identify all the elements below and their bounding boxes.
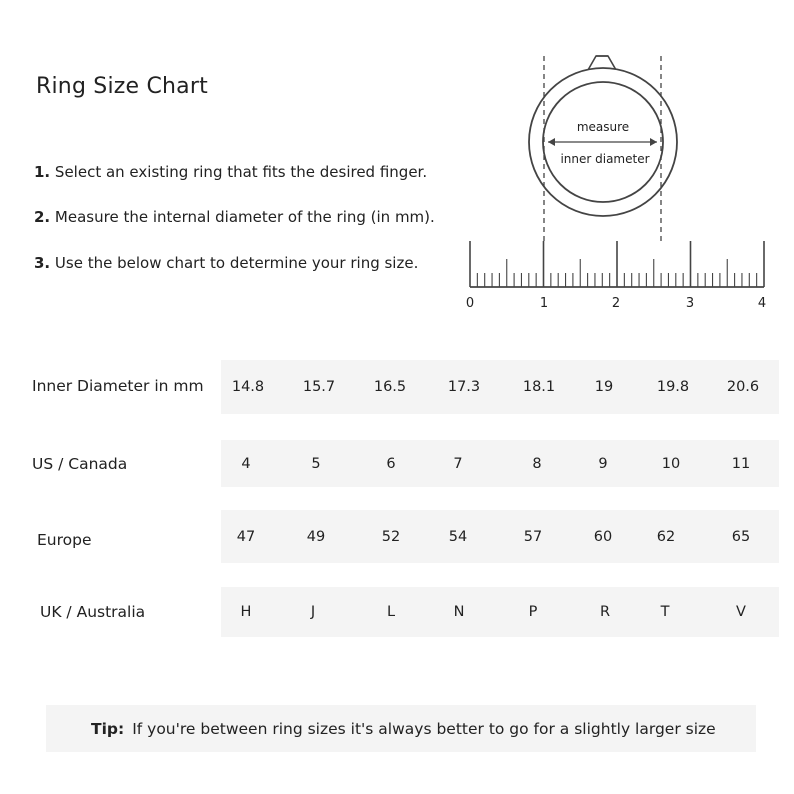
- table-row-europe: [221, 510, 779, 563]
- table-cell: N: [453, 604, 465, 620]
- table-row-us-canada: [221, 440, 779, 487]
- table-cell: 11: [731, 455, 751, 472]
- ruler-number: 4: [757, 296, 767, 311]
- step-text: Select an existing ring that fits the desired finger.: [54, 163, 428, 181]
- ruler-number: 0: [465, 296, 475, 311]
- table-cell: 49: [306, 528, 326, 545]
- table-cell: 60: [593, 528, 613, 545]
- step-number: 1.: [34, 163, 51, 181]
- step-text: Use the below chart to determine your ring size.: [54, 254, 419, 272]
- table-cell: 19.8: [656, 379, 690, 395]
- table-cell: P: [528, 604, 538, 620]
- table-cell: T: [660, 604, 670, 620]
- table-cell: 62: [656, 528, 676, 545]
- table-cell: 14.8: [231, 379, 265, 395]
- step-number: 3.: [34, 254, 51, 272]
- table-cell: 57: [523, 528, 543, 545]
- table-cell: 15.7: [302, 379, 336, 395]
- measure-label: measure: [576, 120, 630, 134]
- table-cell: 20.6: [726, 379, 760, 395]
- table-cell: 65: [731, 528, 751, 545]
- table-cell: 54: [448, 528, 468, 545]
- row-label-us-canada: US / Canada: [32, 455, 128, 473]
- table-cell: V: [736, 604, 746, 620]
- table-cell: 10: [661, 455, 681, 472]
- tip-label: Tip:: [91, 719, 125, 738]
- ruler-number: 1: [539, 296, 549, 311]
- row-label-europe: Europe: [37, 531, 92, 549]
- table-cell: 8: [532, 455, 542, 472]
- row-label-uk-australia: UK / Australia: [40, 603, 146, 621]
- table-cell: 19: [594, 379, 614, 395]
- table-row-uk-australia: [221, 587, 779, 637]
- inner-diameter-label: inner diameter: [560, 152, 650, 166]
- ruler-number: 3: [685, 296, 695, 311]
- table-cell: 18.1: [522, 379, 556, 395]
- ruler: [470, 241, 764, 287]
- ruler-numbers: [466, 296, 766, 311]
- table-cell: 47: [236, 528, 256, 545]
- ring-diagram: [0, 0, 794, 330]
- table-cell: 4: [241, 455, 251, 472]
- table-cell: L: [386, 604, 396, 620]
- table-row-inner-diameter: [221, 360, 779, 414]
- step-text: Measure the internal diameter of the ring (in mm).: [54, 208, 435, 226]
- page-title: Ring Size Chart: [36, 74, 208, 99]
- table-cell: H: [240, 604, 252, 620]
- table-cell: 17.3: [447, 379, 481, 395]
- table-cell: R: [599, 604, 611, 620]
- table-cell: 5: [311, 455, 321, 472]
- table-cell: 52: [381, 528, 401, 545]
- tip-text: If you're between ring sizes it's always better to go for a slightly larger size: [132, 719, 716, 738]
- table-cell: 7: [453, 455, 463, 472]
- ruler-number: 2: [611, 296, 621, 311]
- tip-box: [46, 705, 756, 752]
- table-cell: 6: [386, 455, 396, 472]
- table-cell: J: [310, 604, 316, 620]
- row-label-inner-diameter: Inner Diameter in mm: [32, 377, 204, 395]
- table-cell: 9: [598, 455, 608, 472]
- step-number: 2.: [34, 208, 51, 226]
- table-cell: 16.5: [373, 379, 407, 395]
